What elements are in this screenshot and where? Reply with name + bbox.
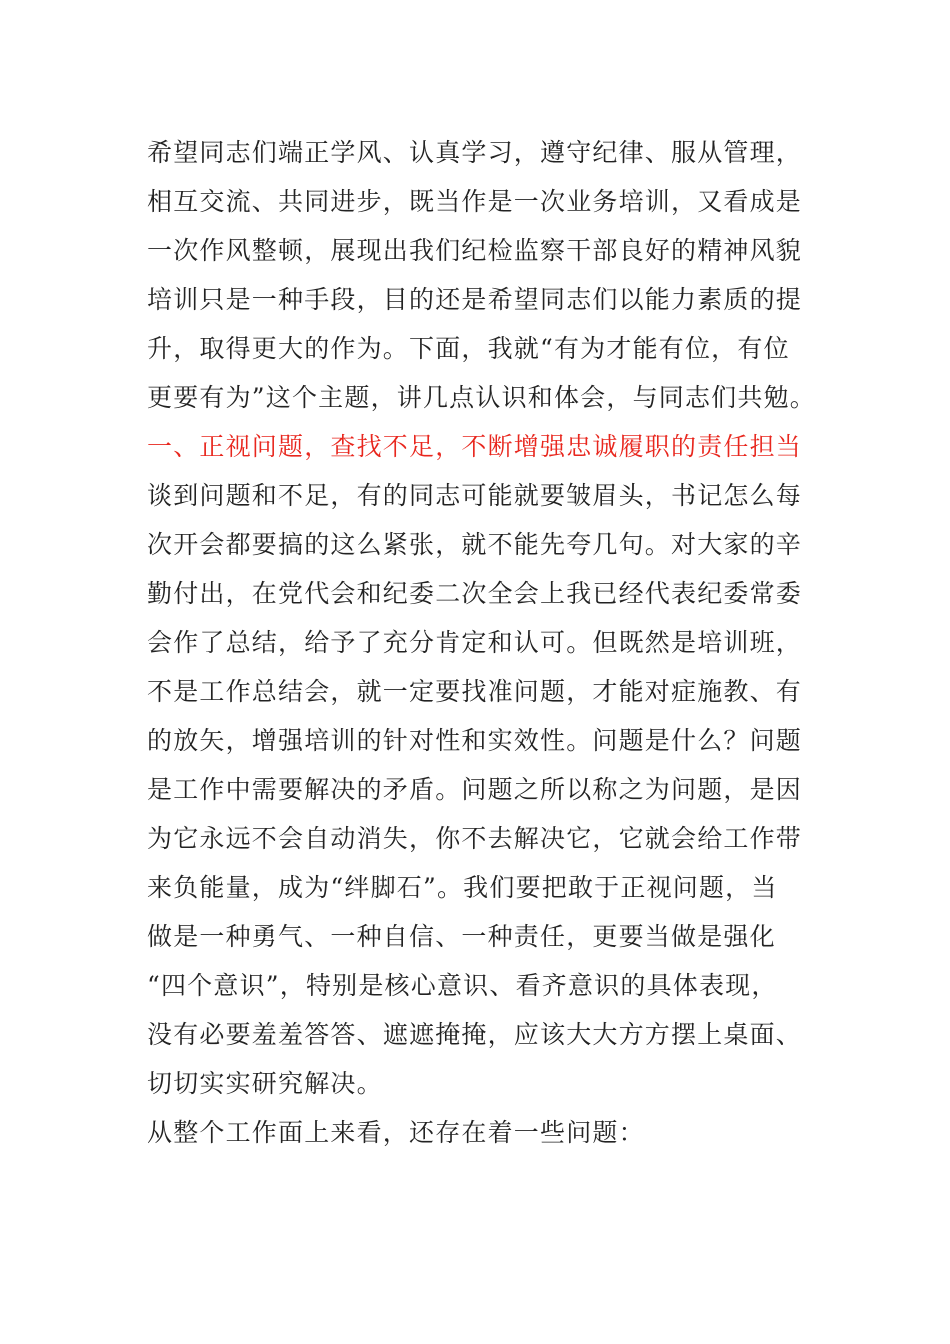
- document-body: [147, 128, 827, 1157]
- paragraph-line: 切切实实研究解决。: [147, 1069, 383, 1098]
- paragraph-line: 希望同志们端正学风、认真学习，遵守纪律、服从管理，: [147, 138, 803, 167]
- paragraph-line: 从整个工作面上来看，还存在着一些问题：: [147, 1118, 645, 1147]
- paragraph-line: 为它永远不会自动消失，你不去解决它，它就会给工作带: [147, 824, 803, 853]
- paragraph-line: 谈到问题和不足，有的同志可能就要皱眉头，书记怎么每: [147, 481, 803, 510]
- paragraph-line: 来负能量，成为“绊脚石”。我们要把敢于正视问题，当: [147, 873, 778, 902]
- section-heading: 一、正视问题，查找不足，不断增强忠诚履职的责任担当: [147, 432, 803, 461]
- paragraph-line: 次开会都要搞的这么紧张，就不能先夸几句。对大家的辛: [147, 530, 803, 559]
- paragraph-line: 升，取得更大的作为。下面，我就“有为才能有位，有位: [147, 334, 790, 363]
- paragraph-line: 做是一种勇气、一种自信、一种责任，更要当做是强化: [147, 922, 776, 951]
- paragraph-line: 勤付出，在党代会和纪委二次全会上我已经代表纪委常委: [147, 579, 803, 608]
- paragraph-line: 会作了总结，给予了充分肯定和认可。但既然是培训班，: [147, 628, 803, 657]
- paragraph-line: “四个意识”，特别是核心意识、看齐意识的具体表现，: [147, 971, 778, 1000]
- paragraph-line: 的放矢，增强培训的针对性和实效性。问题是什么？问题: [147, 726, 803, 755]
- paragraph-line: 更要有为”这个主题，讲几点认识和体会，与同志们共勉。: [147, 383, 816, 412]
- paragraph-line: 不是工作总结会，就一定要找准问题，才能对症施教、有: [147, 677, 803, 706]
- paragraph-line: 是工作中需要解决的矛盾。问题之所以称之为问题，是因: [147, 775, 803, 804]
- paragraph-line: 相互交流、共同进步，既当作是一次业务培训，又看成是: [147, 187, 803, 216]
- paragraph-line: 培训只是一种手段，目的还是希望同志们以能力素质的提: [147, 285, 803, 314]
- paragraph-line: 一次作风整顿，展现出我们纪检监察干部良好的精神风貌: [147, 236, 803, 265]
- paragraph-line: 没有必要羞羞答答、遮遮掩掩，应该大大方方摆上桌面、: [147, 1020, 803, 1049]
